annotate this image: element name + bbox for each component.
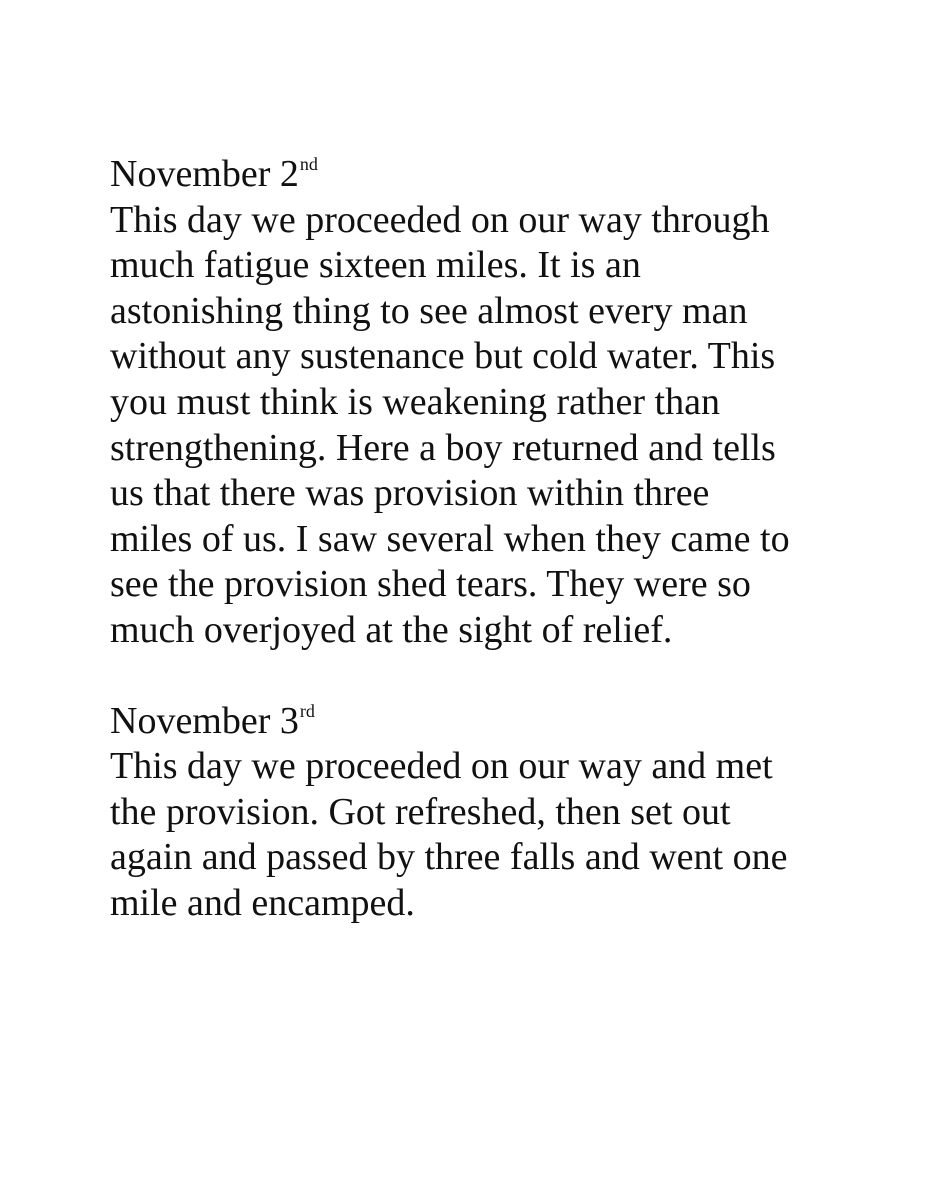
text-line: without any sustenance but cold water. This <box>110 335 776 378</box>
text-line: strengthening. Here a boy returned and tells <box>110 426 776 469</box>
journal-entry-november-2 <box>110 152 900 654</box>
text-line: mile and encamped. <box>110 881 415 924</box>
text-line: much fatigue sixteen miles. It is an <box>110 244 641 287</box>
journal-entry-november-3 <box>110 699 900 927</box>
date-ordinal-suffix: rd <box>299 700 315 721</box>
entry-date-heading <box>110 152 900 198</box>
entry-date: November 2 <box>110 153 299 195</box>
text-line: see the provision shed tears. They were so <box>110 563 751 606</box>
entry-date: November 3 <box>110 699 299 742</box>
text-line: you must think is weakening rather than <box>110 380 720 423</box>
entry-body <box>110 744 900 926</box>
text-line: miles of us. I saw several when they came to <box>110 517 790 560</box>
text-line: This day we proceeded on our way through <box>110 198 770 241</box>
entry-body <box>110 198 900 654</box>
text-line: us that there was provision within three <box>110 472 710 515</box>
entry-date-heading <box>110 699 900 745</box>
text-line: again and passed by three falls and went one <box>110 836 788 879</box>
journal-text <box>110 152 900 927</box>
text-line: astonishing thing to see almost every man <box>110 289 748 332</box>
text-line: much overjoyed at the sight of relief. <box>110 608 673 651</box>
date-ordinal-suffix: nd <box>299 154 318 174</box>
text-line: This day we proceeded on our way and met <box>110 745 773 788</box>
text-line: the provision. Got refreshed, then set out <box>110 790 731 833</box>
